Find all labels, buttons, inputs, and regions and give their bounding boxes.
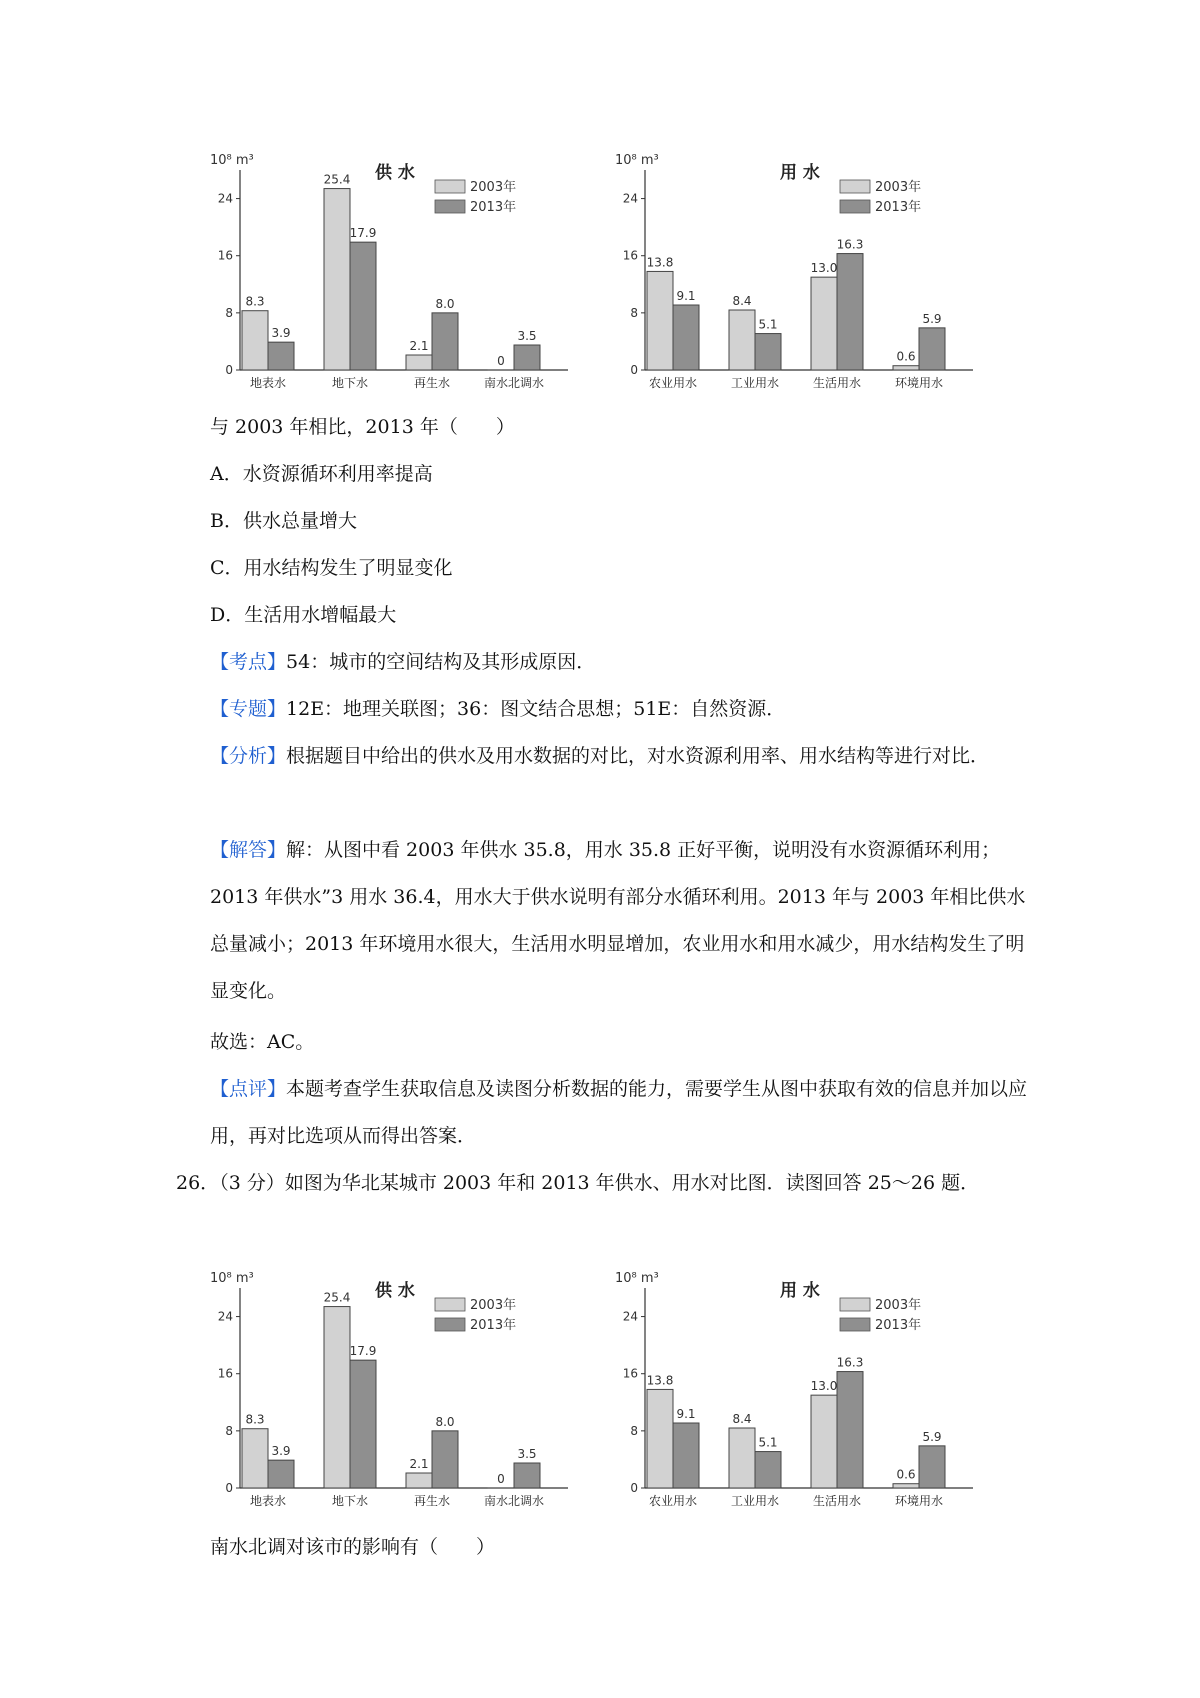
bar-2003年: [729, 1428, 755, 1488]
legend-label: 2003年: [875, 180, 922, 195]
q26-stem-paragraph: [176, 1160, 1064, 1207]
x-tick-label: 工业用水: [730, 1494, 780, 1508]
data-label: 13.8: [646, 255, 674, 270]
bar-2013年: [673, 305, 699, 370]
q25-option-d: D．生活用水增幅最大: [210, 604, 397, 626]
y-tick-label: 24: [217, 1309, 233, 1324]
data-label: 9.1: [676, 289, 696, 303]
data-label: 8.4: [732, 294, 752, 308]
legend-swatch: [840, 180, 870, 193]
bar-2003年: [811, 1395, 837, 1488]
zhuanti-line: [210, 694, 785, 724]
y-tick-label: 8: [630, 1423, 638, 1438]
chart-title: 供 水: [375, 1281, 415, 1301]
legend-label: 2013年: [470, 200, 517, 215]
bar-2013年: [514, 345, 540, 370]
bar-2003年: [242, 1429, 268, 1488]
bar-2013年: [432, 313, 458, 370]
y-tick-label: 24: [622, 1309, 638, 1324]
y-tick-label: 0: [630, 1481, 638, 1495]
bar-2003年: [893, 1484, 919, 1488]
data-label: 13.0: [810, 261, 838, 276]
data-label: 3.5: [517, 1447, 537, 1461]
bar-2003年: [647, 1389, 673, 1488]
y-tick-label: 0: [630, 363, 638, 377]
dianping-paragraph: [210, 1066, 1030, 1160]
q25-option-c: C．用水结构发生了明显变化: [210, 557, 453, 579]
chart-title: 供 水: [375, 163, 415, 183]
kaodian-text: 54：城市的空间结构及其形成原因．: [286, 651, 596, 673]
x-tick-label: 地下水: [331, 1494, 369, 1508]
legend-label: 2013年: [470, 1318, 517, 1333]
y-tick-label: 16: [217, 1366, 233, 1381]
legend-label: 2003年: [875, 1298, 922, 1313]
x-tick-label: 环境用水: [894, 1494, 944, 1508]
bar-2013年: [673, 1423, 699, 1488]
y-tick-label: 8: [630, 305, 638, 320]
x-tick-label: 生活用水: [812, 1494, 862, 1508]
data-label: 3.9: [271, 326, 291, 341]
bar-2003年: [324, 189, 350, 370]
data-label: 3.5: [517, 329, 537, 343]
supply-chart-top: [210, 150, 570, 400]
y-tick-label: 0: [225, 1481, 233, 1495]
legend-swatch: [435, 1298, 465, 1311]
dianping-text: 本题考查学生获取信息及读图分析数据的能力，需要学生从图中获取有效的信息并加以应用，再对比选项从而得出答案．: [210, 1078, 1028, 1147]
unit-label: 10⁸ m³: [615, 153, 659, 168]
legend-swatch: [840, 1318, 870, 1331]
y-tick-label: 16: [217, 248, 233, 263]
bar-2003年: [647, 271, 673, 370]
data-label: 13.0: [810, 1379, 838, 1394]
data-label: 16.3: [836, 1355, 864, 1370]
y-tick-label: 24: [217, 191, 233, 206]
data-label: 16.3: [836, 237, 864, 252]
x-tick-label: 地下水: [331, 376, 369, 390]
data-label: 8.4: [732, 1412, 752, 1426]
data-label: 8.3: [245, 1412, 265, 1427]
bar-2013年: [514, 1463, 540, 1488]
data-label: 0: [497, 354, 505, 368]
usage-chart-top: [615, 150, 975, 400]
zhuanti-tag: 【专题】: [210, 698, 287, 720]
data-label: 5.1: [758, 1435, 778, 1450]
fenxi-tag: 【分析】: [210, 745, 287, 767]
legend-label: 2003年: [470, 1298, 517, 1313]
bar-2013年: [755, 334, 781, 370]
y-tick-label: 16: [622, 1366, 638, 1381]
bar-2013年: [350, 1360, 376, 1488]
legend-swatch: [435, 1318, 465, 1331]
data-label: 2.1: [409, 339, 429, 353]
dianping-tag: 【点评】: [210, 1078, 287, 1100]
y-tick-label: 8: [225, 1423, 233, 1438]
data-label: 8.0: [435, 1414, 455, 1429]
legend-swatch: [840, 200, 870, 213]
bar-2013年: [919, 1446, 945, 1488]
x-tick-label: 地表水: [249, 1494, 287, 1508]
bar-2003年: [811, 277, 837, 370]
data-label: 0.6: [896, 349, 916, 364]
q26-stem: （3 分）如图为华北某城市 2003 年和 2013 年供水、用水对比图．读图回答 25～26 题．: [219, 1172, 980, 1194]
x-tick-label: 工业用水: [730, 376, 780, 390]
x-tick-label: 南水北调水: [483, 376, 545, 390]
data-label: 0.6: [896, 1467, 916, 1482]
bar-2013年: [268, 1460, 294, 1488]
bar-2003年: [324, 1307, 350, 1488]
y-tick-label: 0: [225, 363, 233, 377]
bar-2003年: [406, 1473, 432, 1488]
q25-stem: 与 2003 年相比，2013 年（ ）: [210, 416, 515, 438]
fenxi-paragraph: [210, 733, 1030, 780]
y-tick-label: 8: [225, 305, 233, 320]
x-tick-label: 地表水: [249, 376, 287, 390]
x-tick-label: 农业用水: [648, 1494, 698, 1508]
x-tick-label: 再生水: [413, 376, 451, 390]
jieda-tag: 【解答】: [210, 839, 287, 861]
x-tick-label: 环境用水: [894, 376, 944, 390]
data-label: 25.4: [323, 1290, 351, 1305]
zhuanti-text: 12E：地理关联图；36：图文结合思想；51E：自然资源．: [286, 698, 786, 720]
unit-label: 10⁸ m³: [210, 153, 254, 168]
bar-2013年: [919, 328, 945, 370]
bar-2013年: [432, 1431, 458, 1488]
q25-option-b: B．供水总量增大: [210, 510, 357, 532]
usage-chart-bottom: [615, 1268, 975, 1518]
bar-2013年: [755, 1452, 781, 1488]
fenxi-text: 根据题目中给出的供水及用水数据的对比，对水资源利用率、用水结构等进行对比．: [286, 745, 990, 767]
legend-label: 2013年: [875, 200, 922, 215]
y-tick-label: 16: [622, 248, 638, 263]
legend-label: 2013年: [875, 1318, 922, 1333]
legend-label: 2003年: [470, 180, 517, 195]
bar-2013年: [837, 1372, 863, 1488]
bar-2013年: [837, 254, 863, 370]
jieda-text: 解：从图中看 2003 年供水 35.8，用水 35.8 正好平衡，说明没有水资源循环利用；2013 年供水”3 用水 36.4，用水大于供水说明有部分水循环利用。2013 年与 2003 年相比供水总量减小；2013 年环境用水很大，生活用水明显增加，农业用水和用水减少，用水结构发生了明显变化。: [210, 839, 1026, 1002]
data-label: 5.1: [758, 317, 778, 332]
data-label: 2.1: [409, 1457, 429, 1471]
data-label: 5.9: [922, 311, 942, 326]
chart-title: 用 水: [780, 163, 820, 183]
legend-swatch: [435, 180, 465, 193]
legend-swatch: [435, 200, 465, 213]
data-label: 8.3: [245, 294, 265, 309]
legend-swatch: [840, 1298, 870, 1311]
data-label: 0: [497, 1472, 505, 1486]
unit-label: 10⁸ m³: [615, 1271, 659, 1286]
supply-chart-bottom: [210, 1268, 570, 1518]
kaodian-tag: 【考点】: [210, 651, 287, 673]
data-label: 3.9: [271, 1444, 291, 1459]
bar-2003年: [406, 355, 432, 370]
q25-option-a: A．水资源循环利用率提高: [210, 463, 433, 485]
chart-title: 用 水: [780, 1281, 820, 1301]
bar-2003年: [242, 311, 268, 370]
q26-number: 26．: [176, 1172, 220, 1194]
bar-2013年: [268, 342, 294, 370]
bar-2013年: [350, 242, 376, 370]
kaodian-line: [210, 647, 595, 677]
q26-question: 南水北调对该市的影响有（ ）: [210, 1536, 496, 1558]
x-tick-label: 农业用水: [648, 376, 698, 390]
data-label: 8.0: [435, 296, 455, 311]
data-label: 13.8: [646, 1373, 674, 1388]
x-tick-label: 南水北调水: [483, 1494, 545, 1508]
y-tick-label: 24: [622, 191, 638, 206]
data-label: 9.1: [676, 1407, 696, 1421]
bar-2003年: [893, 366, 919, 370]
unit-label: 10⁸ m³: [210, 1271, 254, 1286]
bar-2003年: [729, 310, 755, 370]
x-tick-label: 再生水: [413, 1494, 451, 1508]
data-label: 25.4: [323, 172, 351, 187]
data-label: 17.9: [349, 1344, 377, 1359]
data-label: 17.9: [349, 226, 377, 241]
x-tick-label: 生活用水: [812, 376, 862, 390]
data-label: 5.9: [922, 1429, 942, 1444]
jieda-paragraph: [210, 827, 1030, 1015]
answer-line: 故选：AC。: [210, 1031, 315, 1053]
